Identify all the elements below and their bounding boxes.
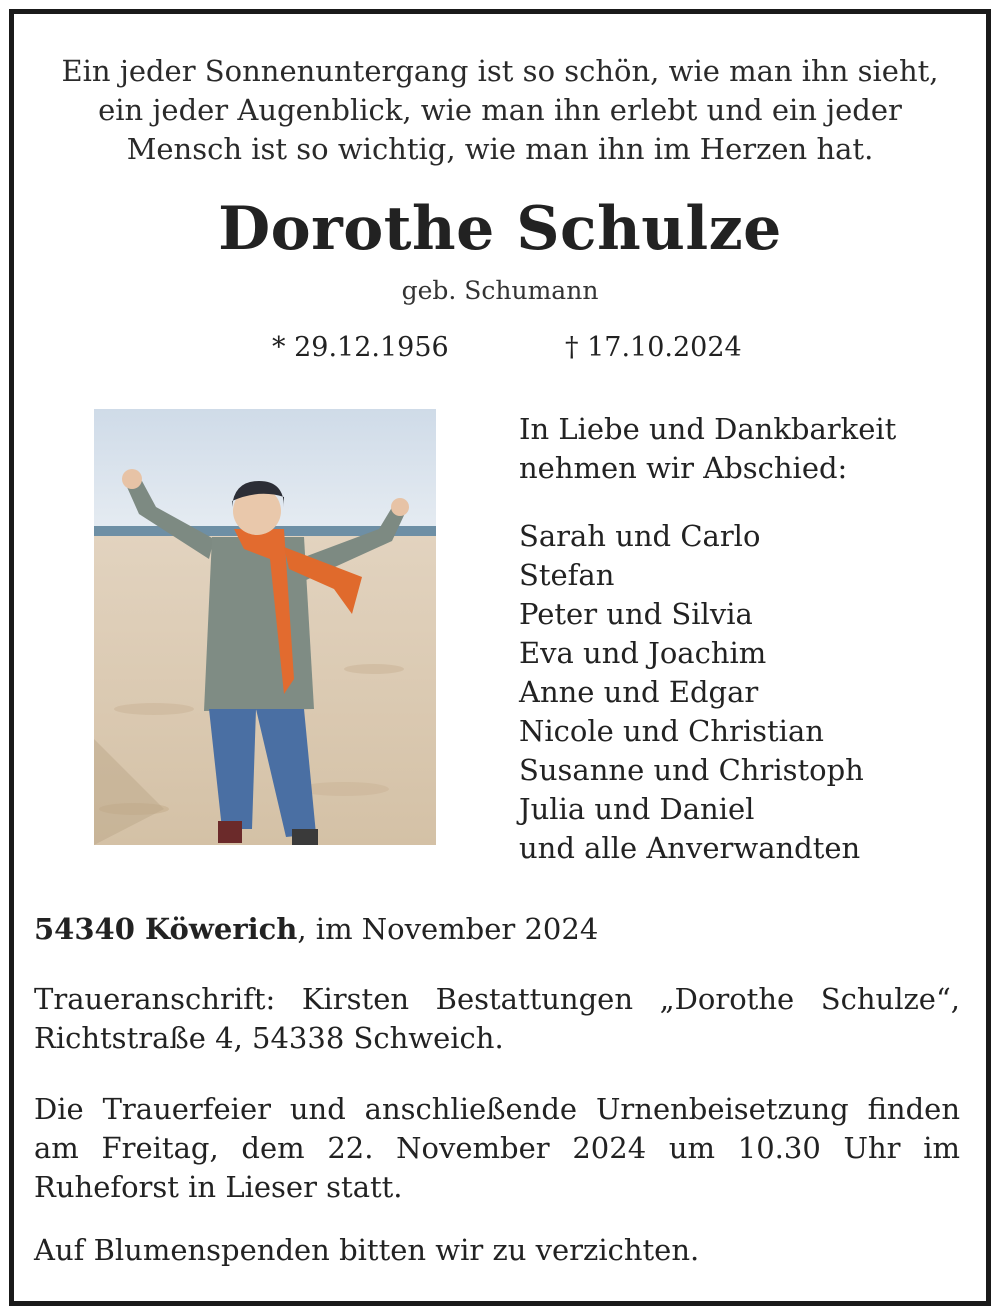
intro-line: In Liebe und Dankbarkeit <box>519 412 897 446</box>
mourner-entry: Susanne und Christoph <box>519 753 864 787</box>
mourner-entry: Eva und Joachim <box>519 636 767 670</box>
mourners-list <box>519 517 864 868</box>
mourner-entry: Julia und Daniel <box>519 792 755 826</box>
mourning-address: Traueranschrift: Kirsten Bestattungen „Dorothe Schulze“, Richtstraße 4, 54338 Schweich. <box>34 982 960 1055</box>
mourner-entry: und alle Anverwandten <box>519 831 861 865</box>
intro-line: nehmen wir Abschied: <box>519 451 848 485</box>
poem-line: Ein jeder Sonnenuntergang ist so schön, wie man ihn sieht, <box>61 54 939 88</box>
flowers-note: Auf Blumenspenden bitten wir zu verzichten. <box>34 1233 700 1267</box>
mourner-entry: Nicole und Christian <box>519 714 824 748</box>
obituary-frame <box>9 9 991 1306</box>
funeral-details: Die Trauerfeier und anschließende Urnenbeisetzung finden am Freitag, dem 22. November 2024 um 10.30 Uhr im Ruheforst in Lieser statt. <box>34 1092 960 1204</box>
portrait-photo <box>94 409 436 845</box>
birth-date: * 29.12.1956 <box>272 332 449 363</box>
farewell-intro <box>519 410 896 488</box>
place-and-date <box>34 912 598 946</box>
place-location: 54340 Köwerich <box>34 912 298 946</box>
memorial-poem <box>14 52 986 169</box>
poem-line: Mensch ist so wichtig, wie man ihn im Herzen hat. <box>126 132 874 166</box>
death-date: † 17.10.2024 <box>565 332 742 363</box>
mourner-entry: Sarah und Carlo <box>519 519 761 553</box>
mourner-entry: Peter und Silvia <box>519 597 753 631</box>
poem-line: ein jeder Augenblick, wie man ihn erlebt und ein jeder <box>98 93 902 127</box>
deceased-name: Dorothe Schulze <box>218 194 782 264</box>
maiden-name: geb. Schumann <box>401 276 599 305</box>
mourner-entry: Anne und Edgar <box>519 675 759 709</box>
place-date: , im November 2024 <box>297 912 599 946</box>
mourner-entry: Stefan <box>519 558 615 592</box>
